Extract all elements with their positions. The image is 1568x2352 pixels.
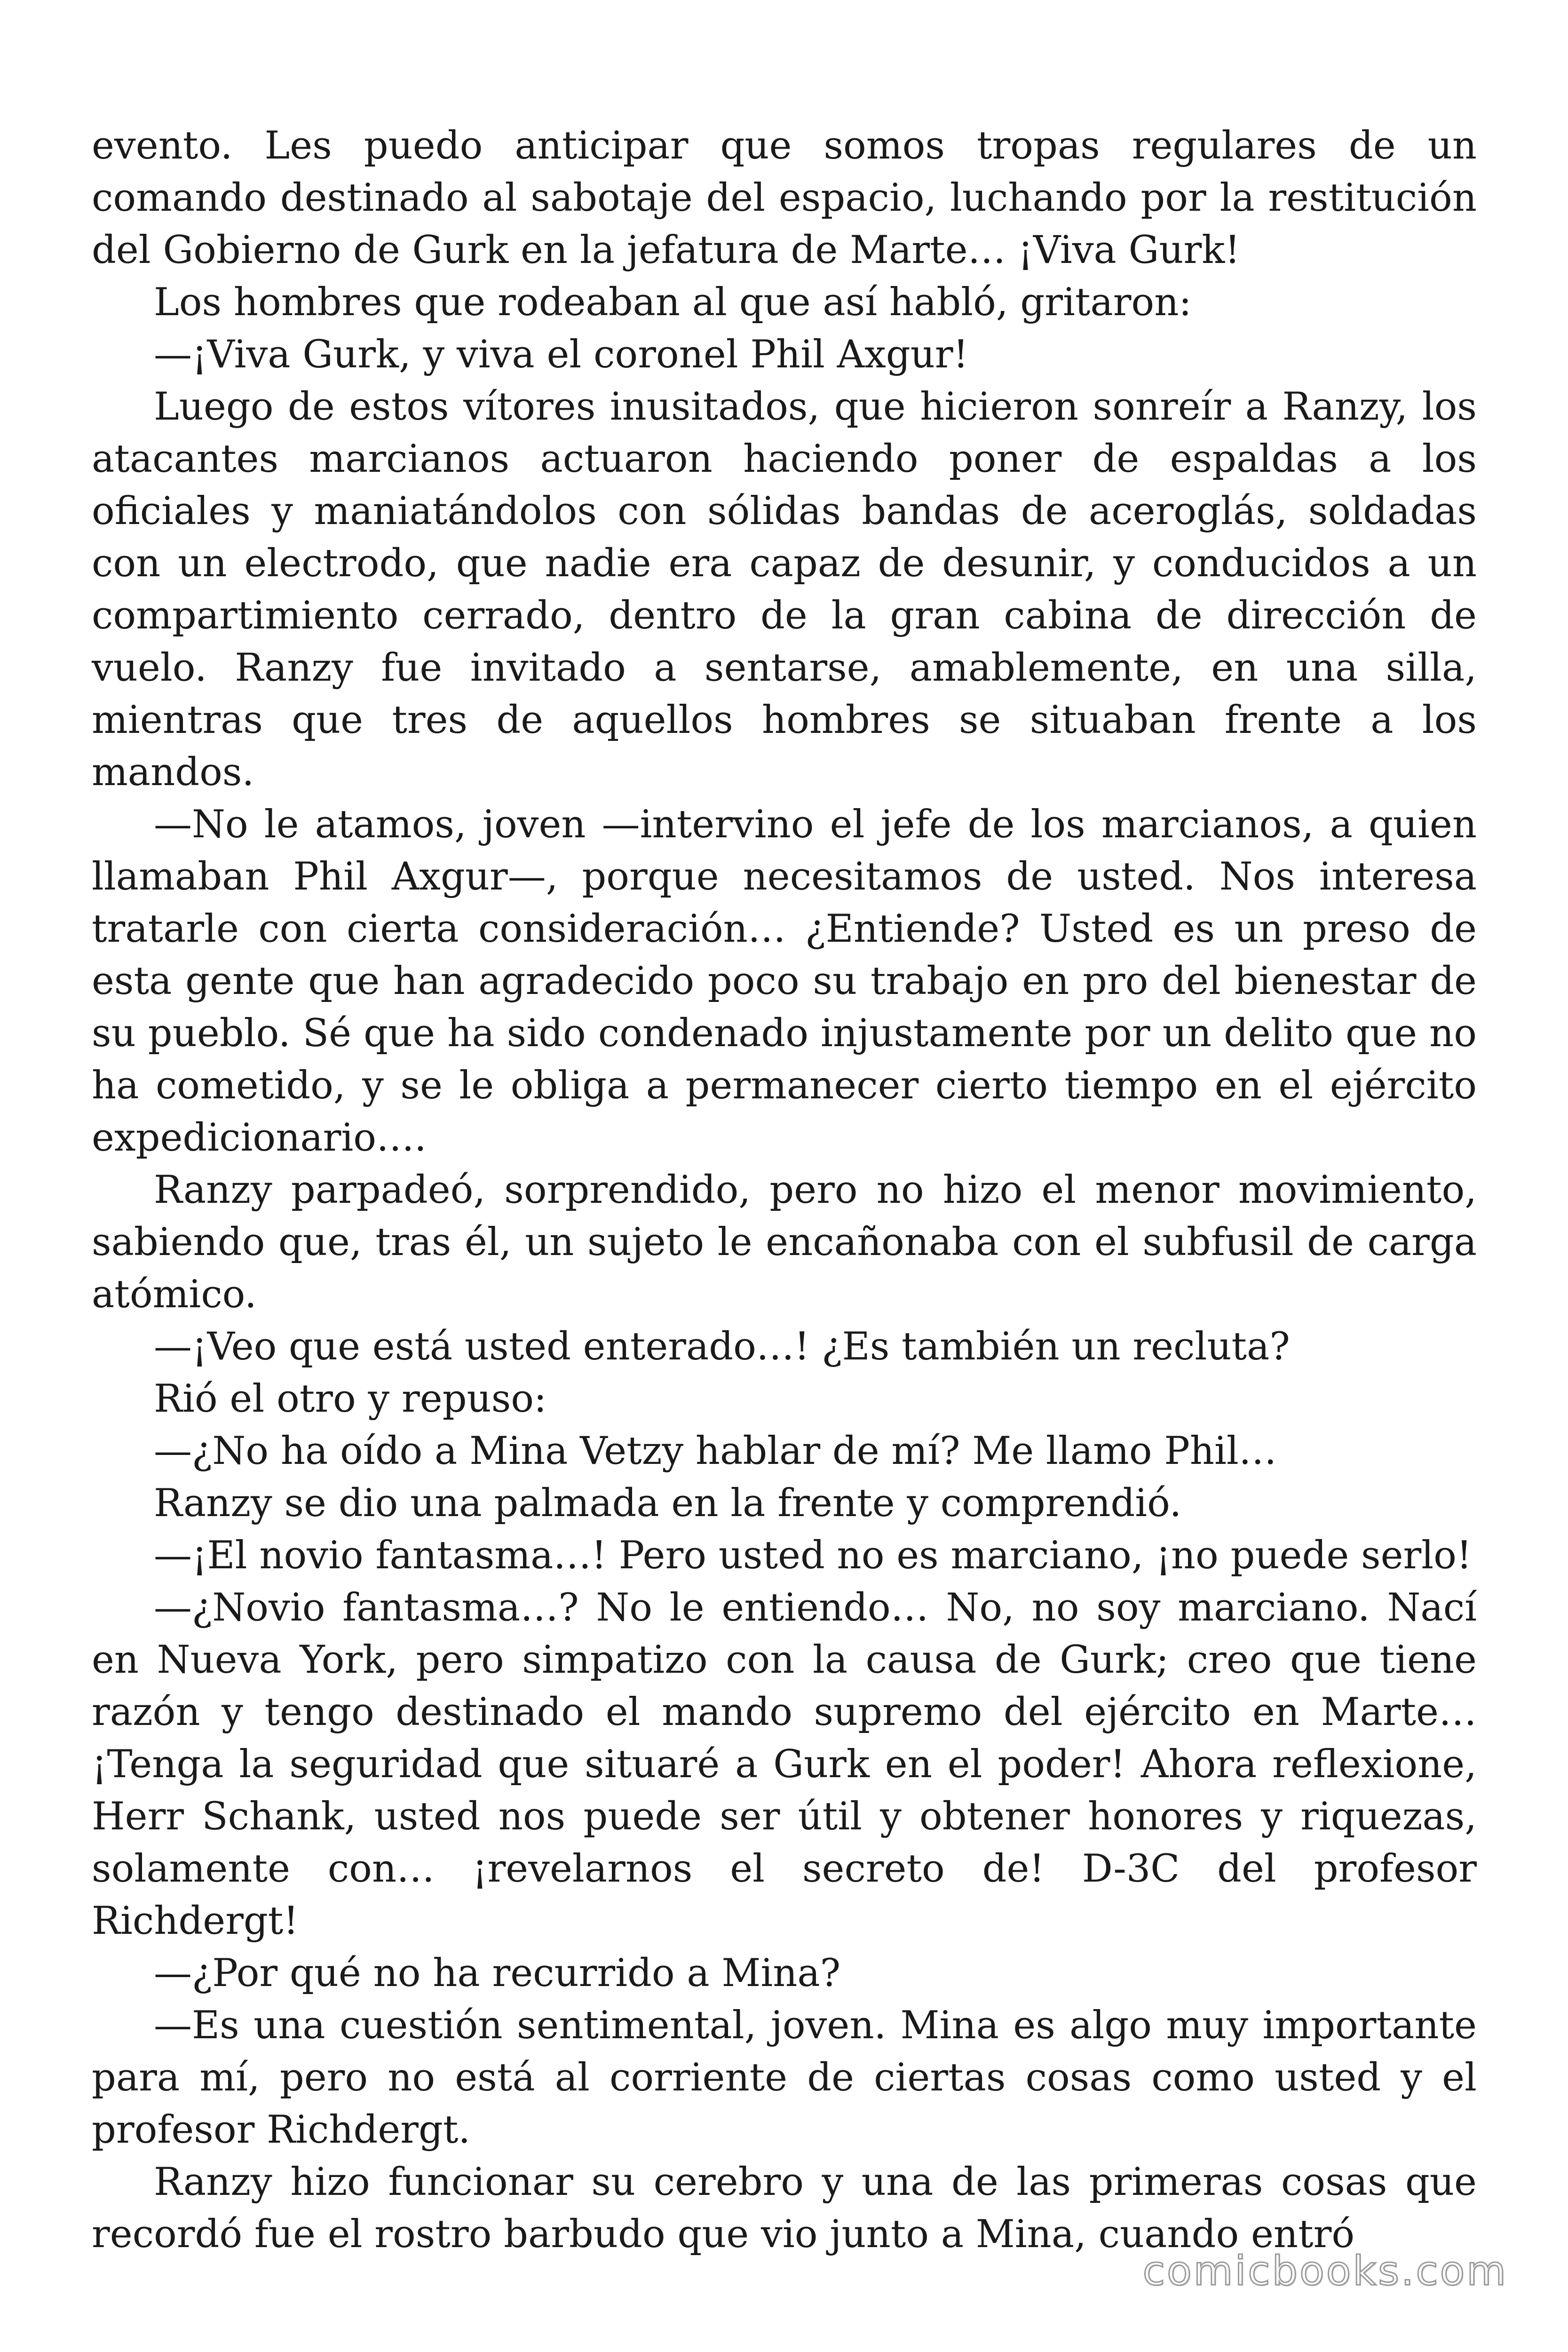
paragraph-3: —¡Viva Gurk, y viva el coronel Phil Axgur! [154, 333, 969, 377]
paragraph-14: —Es una cuestión sentimental, joven. Mina es algo muy importante para mí, pero no está al corriente de ciertas cosas como usted y el profesor Richdergt. [92, 2003, 1477, 2152]
paragraph-12: —¿Novio fantasma…? No le entiendo… No, no soy marciano. Nací en Nueva York, pero simpatizo con la causa de Gurk; creo que tiene razón y tengo destinado el mando supremo del ejército en Marte… ¡Tenga la seguridad que situaré a Gurk en el poder! Ahora reflexione, Herr Schank, usted nos puede ser útil y obtener honores y riquezas, solamente con… ¡revelarnos el secreto de! D-3C del profesor Richdergt! [92, 1586, 1477, 1943]
watermark: comicbooks.com [1142, 2248, 1508, 2295]
paragraph-8: Rió el otro y repuso: [154, 1377, 547, 1421]
paragraph-5: —No le atamos, joven —intervino el jefe de los marcianos, a quien llamaban Phil Axgur—, porque necesitamos de usted. Nos interesa tratarle con cierta consideración… ¿Entiende? Usted es un preso de esta gente que han agradecido poco su trabajo en pro del bienestar de su pueblo. Sé que ha sido condenado injustamente por un delito que no ha cometido, y se le obliga a permanecer cierto tiempo en el ejército expedicionario…. [92, 803, 1477, 1160]
paragraph-2: Los hombres que rodeaban al que así habló, gritaron: [154, 280, 1192, 325]
paragraph-4: Luego de estos vítores inusitados, que hicieron sonreír a Ranzy, los atacantes marcianos actuaron haciendo poner de espaldas a los oficiales y maniatándolos con sólidas bandas de aceroglás, soldadas con un electrodo, que nadie era capaz de desunir, y conducidos a un compartimiento cerrado, dentro de la gran cabina de dirección de vuelo. Ranzy fue invitado a sentarse, amablemente, en una silla, mientras que tres de aquellos hombres se situaban frente a los mandos. [92, 385, 1477, 795]
paragraph-9: —¿No ha oído a Mina Vetzy hablar de mí? Me llamo Phil… [154, 1429, 1277, 1473]
paragraph-11: —¡El novio fantasma…! Pero usted no es marciano, ¡no puede serlo! [154, 1534, 1472, 1578]
paragraph-1: evento. Les puedo anticipar que somos tropas regulares de un comando destinado al sabotaje del espacio, luchando por la restitución del Gobierno de Gurk en la jefatura de Marte… ¡Viva Gurk! [92, 124, 1477, 272]
paragraph-10: Ranzy se dio una palmada en la frente y comprendió. [154, 1481, 1182, 1526]
paragraph-7: —¡Veo que está usted enterado…! ¿Es también un recluta? [154, 1325, 1290, 1369]
paragraph-6: Ranzy parpadeó, sorprendido, pero no hizo el menor movimiento, sabiendo que, tras él, un sujeto le encañonaba con el subfusil de carga atómico. [92, 1168, 1477, 1317]
paragraph-13: —¿Por qué no ha recurrido a Mina? [154, 1951, 841, 1995]
paragraph-15: Ranzy hizo funcionar su cerebro y una de las primeras cosas que recordó fue el rostro barbudo que vio junto a Mina, cuando entró [92, 2160, 1477, 2257]
page-body [92, 120, 1477, 2261]
